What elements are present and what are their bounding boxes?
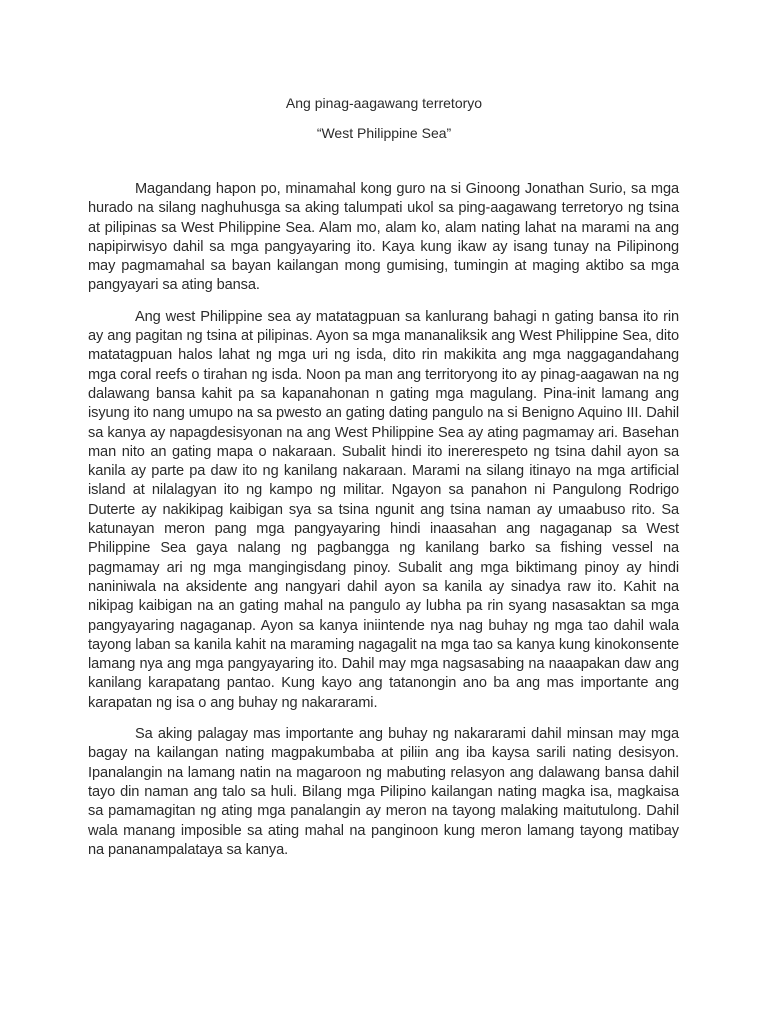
document-subtitle: “West Philippine Sea” xyxy=(316,125,452,141)
paragraph-intro: Magandang hapon po, minamahal kong guro na si Ginoong Jonathan Surio, sa mga hurado na silang naghuhusga sa aking talumpati ukol sa ping-aagawang terretoryo ng tsina at pilipinas sa West Philippine Sea. Alam mo, alam ko, alam nating lahat na marami na ang napipirwisyo dahil sa mga pangyayaring ito. Kaya kung ikaw ay isang tunay na Pilipinong may pagmamahal sa bayan kailangan mong gumising, tumingin at maging aktibo sa mga pangyayari sa ating bansa. xyxy=(88,181,679,294)
document-title: Ang pinag-aagawang terretoryo xyxy=(285,95,483,111)
paragraph-conclusion: Sa aking palagay mas importante ang buhay ng nakararami dahil minsan may mga bagay na kailangan nating magpakumbaba at piliin ang iba kaysa sarili nating desisyon. Ipanalangin na lamang natin na magaroon ng mabuting relasyon ang dalawang bansa dahil tayo din naman ang talo sa huli. Bilang mga Pilipino kailangan nating magka isa, magkaisa sa pamamagitan ng ating mga panalangin ay meron na tayong malaking maitutulong. Dahil wala manang imposible sa ating mahal na panginoon kung meron lamang tayong matibay na pananampalataya sa kanya. xyxy=(88,726,679,858)
paragraph-background: Ang west Philippine sea ay matatagpuan sa kanlurang bahagi n gating bansa ito rin ay ang pagitan ng tsina at pilipinas. Ayon sa mga mananaliksik ang West Philippine Sea, dito matatagpuan halos lahat ng mga uri ng isda, dito rin makikita ang mga naggagandahang mga coral reefs o tirahan ng isda. Noon pa man ang territoryong ito ay pinag-aagawan na ng dalawang bansa kahit pa sa kapanahonan n gating mga magulang. Pina-init lamang ang isyung ito nang umupo na sa pwesto an gating dating pangulo na si Benigno Aquino III. Dahil sa kanya ay napagdesisyonan na ang West Philippine Sea ay ating pagmamay ari. Basehan man nito an gating mapa o nakaraan. Subalit hindi ito inererespeto ng tsina dahil ayon sa kanila ay parte pa daw ito ng kanilang nakaraan. Marami na silang itinayo na mga artificial island at nilalagyan ito ng kampo ng militar. Ngayon sa panahon ni Pangulong Rodrigo Duterte ay nakikipag kaibigan sya sa tsina ngunit ang tsina naman ay umaabuso rito. Sa katunayan meron pang mga pangyayaring hindi inaasahan ang nagaganap sa West Philippine Sea gaya nalang ng pagbangga ng kanilang barko sa fishing vessel na pagmamay ari ng mga mangingisdang pinoy. Subalit ang mga biktimang pinoy ay hindi naniniwala na aksidente ang nangyari dahil ayon sa kanila ay sinadya raw ito. Kahit na nikipag kaibigan na an gating mahal na pangulo ay lubha pa rin syang nasasaktan sa mga pangyayaring nagaganap. Ayon sa kanya iniintende nya nag buhay ng mga tao dahil wala tayong laban sa kanila kahit na maraming nagagalit na mga tao sa kanya kung kinokonsente lamang nya ang mga pangyayaring ito. Dahil may mga nagsasabing na naaapakan daw ang kanilang karapatang pantao. Kung kayo ang tatanongin ano ba ang mas importante ang karapatan ng isa o ang buhay ng nakararami. xyxy=(88,308,679,711)
document-body xyxy=(88,180,679,872)
